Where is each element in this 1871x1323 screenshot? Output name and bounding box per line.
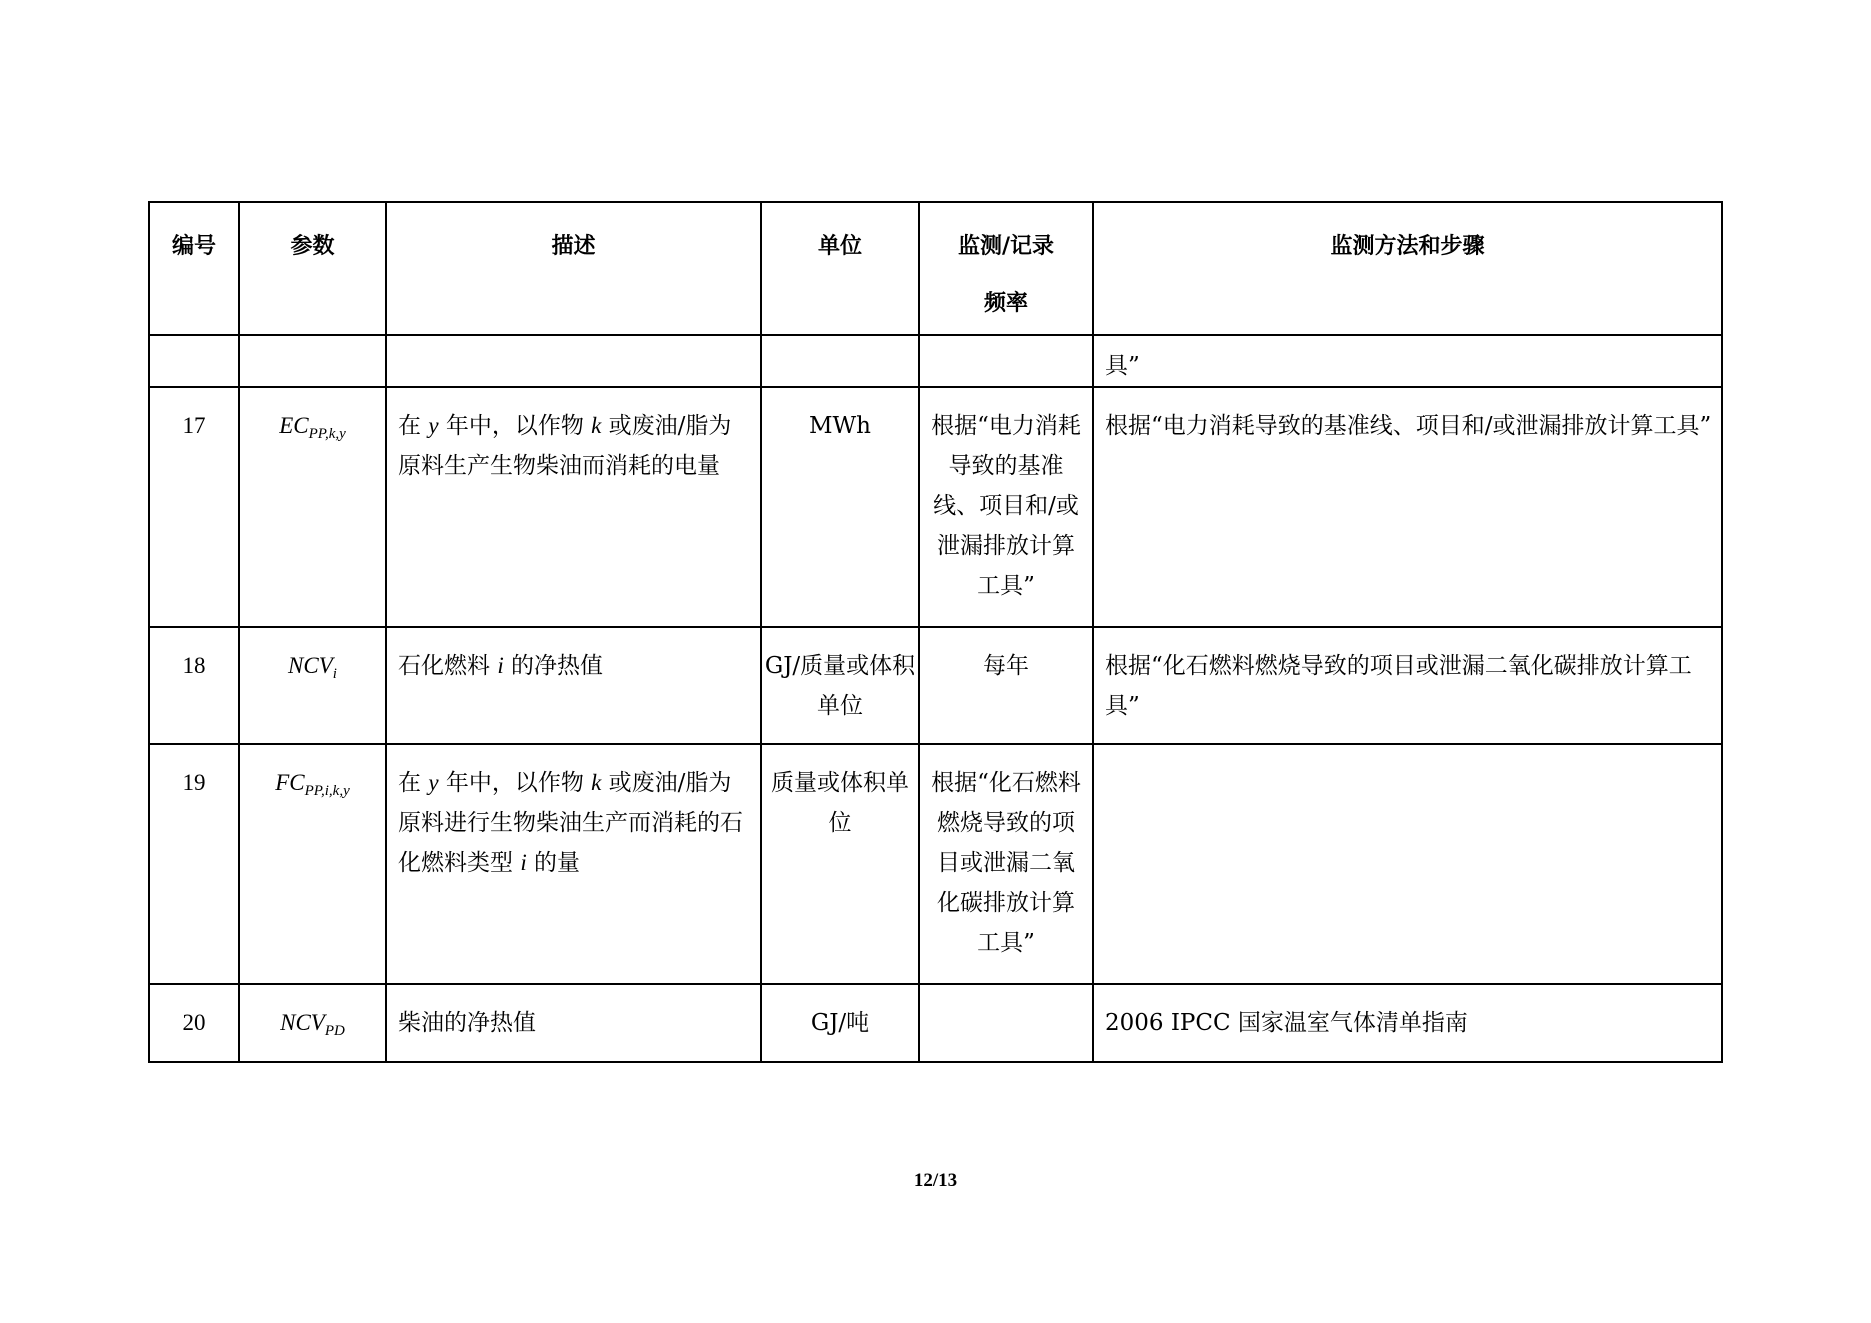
row-method: 2006 IPCC 国家温室气体清单指南	[1093, 984, 1722, 1062]
row-param	[239, 984, 386, 1062]
header-number: 编号	[149, 202, 239, 335]
row-unit: MWh	[761, 387, 919, 627]
row-freq: 根据“电力消耗导致的基准线、项目和/或泄漏排放计算工具”	[919, 387, 1093, 627]
desc-text: 石化燃料	[398, 653, 498, 679]
row-method: 具”	[1093, 335, 1722, 387]
param-sub: PD	[324, 1023, 345, 1039]
row-param	[239, 387, 386, 627]
param-base: NCV	[280, 1010, 325, 1035]
row-param	[239, 627, 386, 744]
row-number	[149, 335, 239, 387]
row-freq: 根据“化石燃料燃烧导致的项目或泄漏二氧化碳排放计算工具”	[919, 744, 1093, 984]
row-desc	[386, 744, 761, 984]
param-base: EC	[279, 413, 309, 438]
param-sub: PP,k,y	[308, 426, 346, 442]
row-method	[1093, 744, 1722, 984]
desc-var: i	[520, 850, 527, 875]
param-sub: i	[332, 666, 337, 682]
desc-var: y	[428, 413, 439, 438]
row-freq: 每年	[919, 627, 1093, 744]
header-freq	[919, 202, 1093, 335]
row-number: 17	[149, 387, 239, 627]
row-freq	[919, 335, 1093, 387]
row-number: 20	[149, 984, 239, 1062]
table-row	[149, 335, 1722, 387]
desc-text: 的量	[526, 850, 581, 876]
row-desc: 柴油的净热值	[386, 984, 761, 1062]
row-unit	[761, 335, 919, 387]
header-freq-line1: 监测/记录	[957, 234, 1055, 259]
row-unit: 质量或体积单位	[761, 744, 919, 984]
table-row	[149, 744, 1722, 984]
desc-text: 的净热值	[503, 653, 604, 679]
desc-text: 或废油/脂为原料进行生物柴油生产而消耗的石化燃料类型	[398, 770, 743, 876]
desc-var: k	[591, 413, 602, 438]
header-unit: 单位	[761, 202, 919, 335]
header-freq-line2: 频率	[983, 291, 1028, 316]
row-freq	[919, 984, 1093, 1062]
param-base: NCV	[288, 653, 333, 678]
header-method: 监测方法和步骤	[1093, 202, 1722, 335]
header-param: 参数	[239, 202, 386, 335]
row-unit: GJ/质量或体积单位	[761, 627, 919, 744]
monitoring-parameters-table	[148, 201, 1723, 1063]
row-desc	[386, 335, 761, 387]
desc-text: 年中，以作物	[438, 413, 592, 439]
row-unit: GJ/吨	[761, 984, 919, 1062]
row-number: 19	[149, 744, 239, 984]
row-number: 18	[149, 627, 239, 744]
desc-text: 在	[398, 770, 429, 796]
desc-var: k	[591, 770, 602, 795]
table-row	[149, 387, 1722, 627]
table-row	[149, 984, 1722, 1062]
param-sub: PP,i,k,y	[304, 783, 350, 799]
desc-var: i	[497, 653, 504, 678]
row-desc	[386, 387, 761, 627]
row-method: 根据“化石燃料燃烧导致的项目或泄漏二氧化碳排放计算工具”	[1093, 627, 1722, 744]
header-desc: 描述	[386, 202, 761, 335]
param-base: FC	[275, 770, 305, 795]
row-desc	[386, 627, 761, 744]
page-number: 12/13	[913, 1170, 958, 1191]
row-param	[239, 744, 386, 984]
table-row	[149, 627, 1722, 744]
desc-text: 或废油/脂为原料生产生物柴油而消耗的电量	[398, 413, 732, 479]
table-header-row	[149, 202, 1722, 335]
desc-text: 在	[398, 413, 429, 439]
row-param	[239, 335, 386, 387]
desc-var: y	[428, 770, 439, 795]
desc-text: 年中，以作物	[438, 770, 592, 796]
row-method: 根据“电力消耗导致的基准线、项目和/或泄漏排放计算工具”	[1093, 387, 1722, 627]
